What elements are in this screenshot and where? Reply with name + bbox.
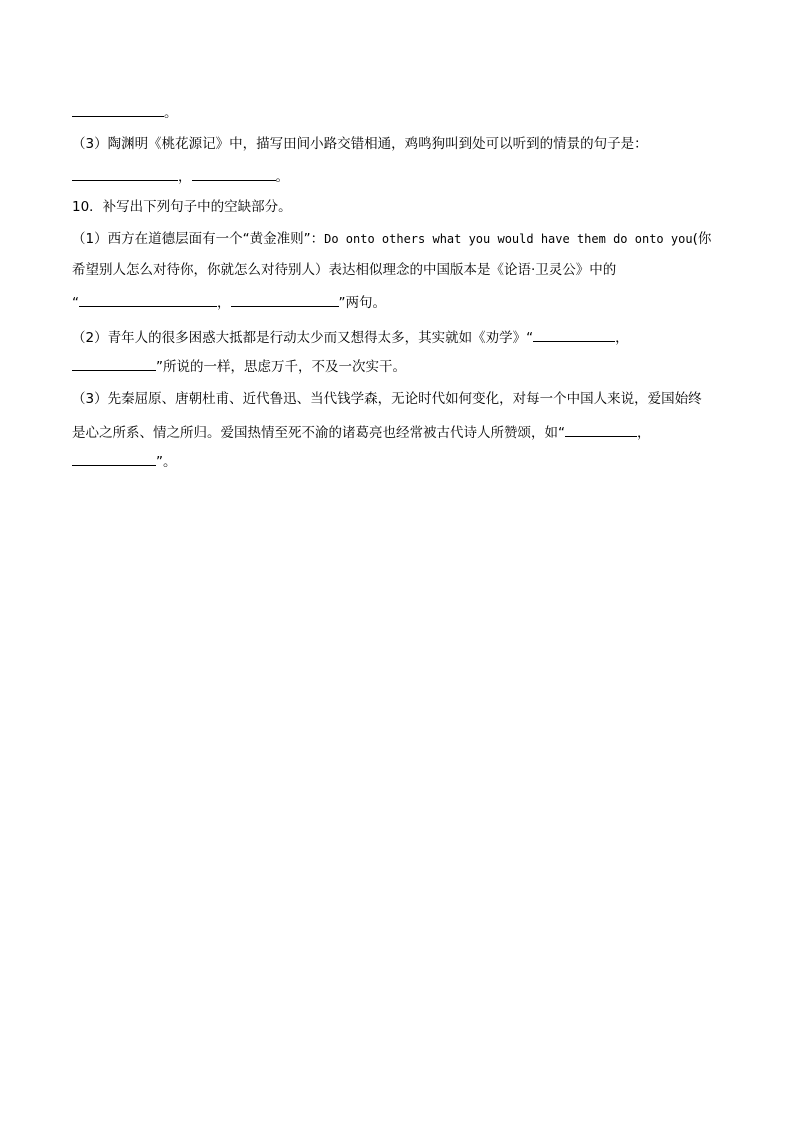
part-label: （3） (72, 391, 108, 407)
punctuation: 。 (275, 169, 289, 185)
punctuation: ， (178, 169, 192, 185)
question-title: 10．补写出下列句子中的空缺部分。 (72, 199, 292, 215)
q9-part3-answer-line (72, 168, 289, 185)
q10-part1-line1 (72, 231, 711, 247)
q10-part3-line3 (72, 453, 177, 470)
q10-part1-answer-line (72, 294, 386, 311)
punctuation: “ (72, 295, 79, 311)
q10-part1-line2 (72, 262, 616, 278)
answer-blank-1[interactable] (72, 168, 178, 181)
answer-blank-2[interactable] (231, 294, 339, 307)
question-text: 是心之所系、情之所归。爱国热情至死不渝的诸葛亮也经常被古代诗人所赞颂，如“ (72, 425, 565, 441)
question-text: 希望别人怎么对待你，你就怎么对待别人）表达相似理念的中国版本是《论语·卫灵公》中的 (72, 262, 617, 278)
q10-part2-line1 (72, 329, 629, 346)
question-text: ”两句。 (338, 295, 386, 311)
punctuation: ， (615, 330, 629, 346)
q9-part2-answer-line (72, 104, 178, 121)
answer-blank-2[interactable] (72, 358, 156, 371)
question-text: 青年人的很多困惑大抵都是行动太少而又想得太多，其实就如《劝学》“ (107, 330, 534, 346)
question-text: 陶渊明《桃花源记》中，描写田间小路交错相通，鸡鸣狗叫到处可以听到的情景的句子是： (107, 136, 648, 152)
punctuation: ， (217, 295, 231, 311)
question-text: 西方在道德层面有一个“黄金准则”： (107, 231, 325, 247)
punctuation: 。 (164, 105, 178, 121)
part-label: （2） (72, 330, 108, 346)
answer-blank-2[interactable] (72, 453, 156, 466)
question-text: 先秦屈原、唐朝杜甫、近代鲁迅、当代钱学森，无论时代如何变化，对每一个中国人来说，爱国始终 (107, 391, 702, 407)
answer-blank-1[interactable] (533, 329, 615, 342)
part-label: （3） (72, 136, 108, 152)
part-label: （1） (72, 231, 108, 247)
q10-part3-line2 (72, 424, 651, 441)
q10-title (72, 199, 292, 215)
q9-part3-question (72, 136, 648, 152)
answer-blank[interactable] (72, 104, 164, 117)
question-text: (你 (692, 231, 712, 247)
punctuation: ”。 (156, 454, 177, 470)
answer-blank-2[interactable] (192, 168, 276, 181)
answer-blank-1[interactable] (79, 294, 217, 307)
punctuation: ， (637, 425, 651, 441)
answer-blank-1[interactable] (565, 424, 637, 437)
q10-part2-line2 (72, 358, 406, 375)
question-text: ”所说的一样，思虑万千，不及一次实干。 (156, 359, 406, 375)
q10-part3-line1 (72, 391, 702, 407)
english-quote: Do onto others what you would have them do onto you (324, 232, 693, 246)
